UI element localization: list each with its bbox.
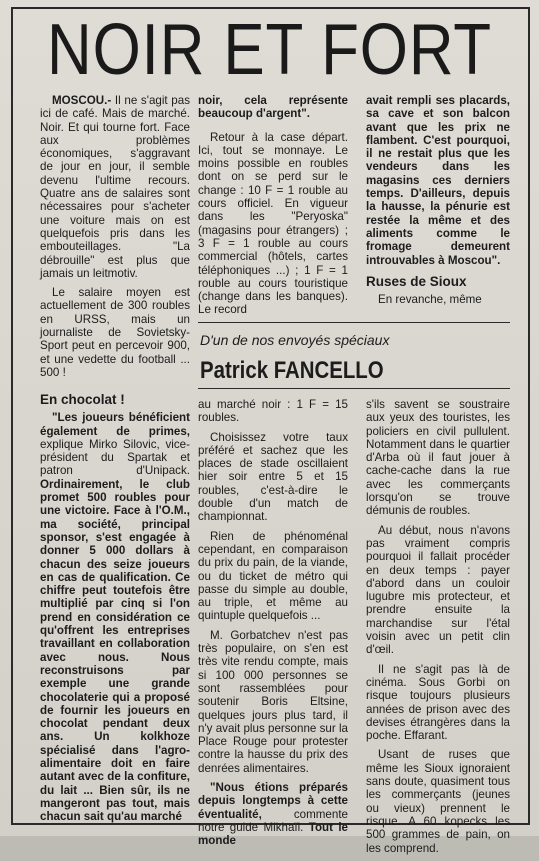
paragraph-ruses-start: En revanche, même [378,293,482,307]
divider-line [198,388,510,389]
column-2 [198,94,348,323]
paragraph-salary: Le salaire moyen est actuellement de 300 roubles en URSS, mais un journaliste de Sovietsky-Sport peut en percevoir 900, et une vedette du football ... 500 ! [40,286,190,379]
paragraph-lead-2: noir, cela représente beaucoup d'argent". [198,94,348,121]
subheading-ruses: Ruses de Sioux [366,273,467,289]
paragraph-prices: Rien de phénoménal cependant, en comparaison du prix du pain, de la viande, ou du ticket de métro qui passe du simple au double, au triple, et même au quintuple quelquefois ... [198,529,348,623]
paragraph-risk: Usant de ruses que même les Sioux ignoraient sans doute, quasiment tous les commerçants (jeunes ou vieux) prennent le risque. A 60 kopecks les 500 grammes de pain, on les comprend. [366,748,510,855]
paragraph-intro: MOSCOU.- Il ne s'agit pas ici de café. Mais de marché. Noir. Et qui tourne fort. Face aux problèmes économiques, s'aggravant de jour en jour, il semble devenu l'ultime recours. Quatre ans de salaires sont nécessaires pour s'acheter une voiture mais on est quelquefois pris dans les embouteillages. "La débrouille" est plus que jamais un leitmotiv. [40,94,190,280]
byline-author: Patrick FANCELLO [200,357,384,384]
column-1 [40,94,190,385]
divider-line [198,322,510,323]
column-3-bottom [366,398,510,861]
subheading-chocolat: En chocolat ! [40,392,125,407]
paragraph-police: s'ils savent se soustraire aux yeux des touristes, les policiers en civil pullulent. Notamment dans le quartier d'Arba où il faut jouer à cache-cache dans la rue avec les commerçants lorsqu'on se trouve démunis de roubles. [366,398,510,518]
dateline: MOSCOU.- [52,94,112,107]
column-1-bottom [40,385,190,830]
column-3 [366,94,510,312]
paragraph-lead-3: avait rempli ses placards, sa cave et son balcon avant que les prix ne flambent. C'est pourquoi, il ne restait plus que les vendeurs dans les magasins ces derniers temps. D'ailleurs, depuis la hausse, la pénurie est restée la même et des aliments comme le fromage demeurent introuvables à Moscou". [366,94,510,267]
paragraph-procedure: Au début, nous n'avons pas vraiment compris pourquoi il fallait procéder en deux temps : payer d'abord dans un couloir lugubre mis protecteur, et prendre ensuite la marchandise sur l'étal voisin avec un petit clin d'œil. [366,523,510,657]
column-2-bottom [198,398,348,854]
paragraph-black-market: au marché noir : 1 F = 15 roubles. [198,398,348,425]
paragraph-stadium: Choisissez votre taux préféré et sachez que les places de stade oscillaient hier soir entre 5 et 15 roubles, c'est-à-dire le double d'un match de championnat. [198,430,348,524]
byline-intro: D'un de nos envoyés spéciaux [200,332,390,348]
paragraph-gorbachev: M. Gorbatchev n'est pas très populaire, on s'en est très vite rendu compte, mais si 100 000 personnes se sont rassemblées pour soutenir Boris Eltsine, quelques jours plus tard, il n'y avait plus personne sur la Place Rouge pour protester contre la hausse du prix des denrées alimentaires. [198,628,348,775]
paragraph-guide: "Nous étions préparés depuis longtemps à cette éventualité, commente notre guide Mikhaïl. Tout le monde [198,781,348,848]
paragraph-exchange: Retour à la case départ. Ici, tout se monnaye. Le moins possible en roubles dont on se perd sur le change : 10 F = 1 rouble au cours officiel. En vigueur dans les "Peryoska" (magasins pour étrangers) ; 3 F = 1 rouble au cours commercial (hôtels, cartes téléphoniques ...) ; 1 F = 1 rouble au cours touristique (change dans les banques). Le record [198,130,348,317]
headline: NOIR ET FORT [47,10,492,90]
paragraph-primes: "Les joueurs bénéficient également de primes, explique Mirko Silovic, vice-président du Spartak et patron d'Unipack. Ordinairement, le club promet 500 roubles pour une victoire. Face à l'O.M., ma société, principal sponsor, s'est engagée à donner 5 000 dollars à chacun des seize joueurs en cas de qualification. Ce chiffre peut toutefois être multiplié par cinq si l'on prend en considération ce qu'offrent les entreprises travaillant en collaboration avec nous. Nous reconstruisons par exemple une grande chocolaterie qui a proposé de fournir les joueurs en chocolat pendant deux ans. Un kolkhoze spécialisé dans l'agro-alimentaire doit en faire autant avec de la confiture, du lait ... Bien sûr, ils ne mangeront pas tout, mais chacun sait qu'au marché [40,411,190,824]
paragraph-cinema: Il ne s'agit pas là de cinéma. Sous Gorbi on risque toujours plusieurs années de prison avec des devises étrangères dans la poche. Effarant. [366,662,510,743]
